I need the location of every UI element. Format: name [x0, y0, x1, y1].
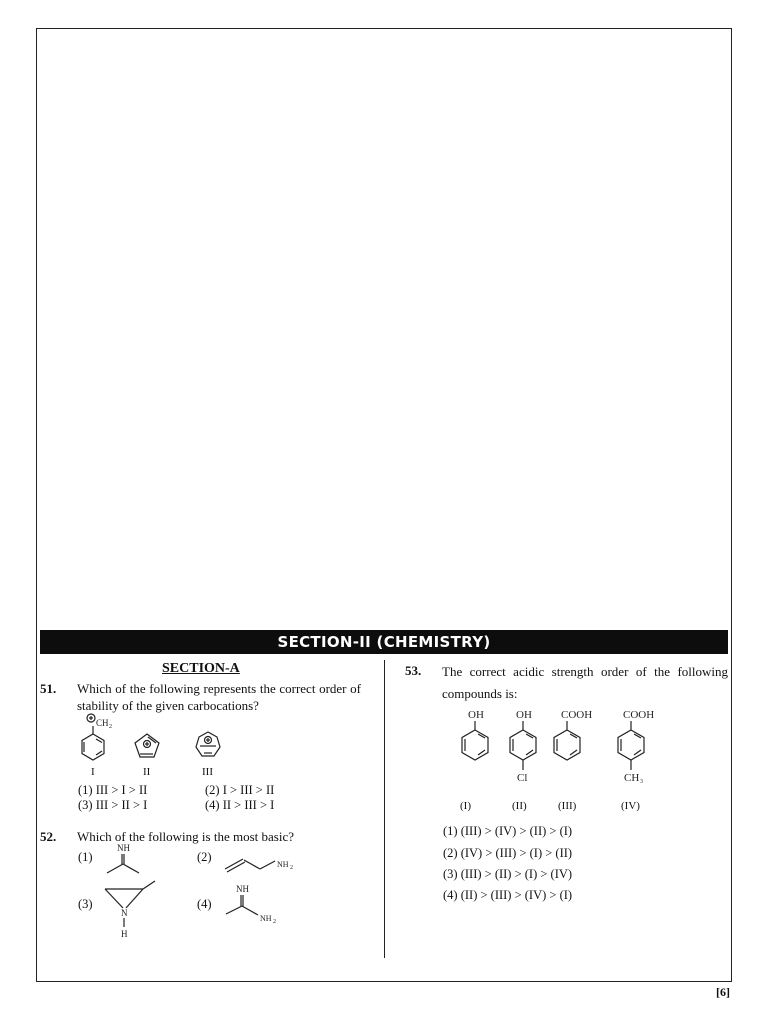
imine-structure: [107, 843, 139, 873]
q53-structures: [445, 704, 685, 794]
q51-option-4[interactable]: (4) II > III > I: [205, 798, 275, 812]
svg-text:2: 2: [273, 919, 276, 925]
q51-text: Which of the following represents the correct order of stability of the given carbocations?: [77, 681, 361, 713]
aziridine-structure: [105, 881, 155, 939]
svg-text:OH: OH: [516, 709, 532, 721]
q53-label-i: (I): [460, 800, 471, 812]
q51-option-3[interactable]: (3) III > II > I: [78, 798, 148, 812]
svg-text:H: H: [121, 929, 128, 939]
ch2-label: CH: [96, 718, 109, 728]
q51-option-2[interactable]: (2) I > III > II: [205, 783, 275, 797]
svg-text:Cl: Cl: [517, 772, 528, 784]
q51-structures: [60, 712, 260, 782]
q52-option-1[interactable]: (1): [78, 850, 93, 864]
q53-label-ii: (II): [512, 800, 527, 812]
allylamine-structure: [225, 859, 293, 872]
q51-label-ii: II: [143, 766, 151, 778]
tropylium-structure: [196, 732, 220, 756]
q53-option-3[interactable]: (3) (III) > (II) > (I) > (IV): [443, 867, 573, 881]
svg-text:COOH: COOH: [623, 709, 655, 721]
q53-label-iv: (IV): [621, 800, 640, 812]
q52-option-4[interactable]: (4): [197, 897, 212, 911]
q52-option-2[interactable]: (2): [197, 850, 212, 864]
q51-label-iii: III: [202, 766, 213, 778]
svg-text:NH: NH: [260, 914, 272, 923]
q52-number: 52.: [40, 829, 57, 844]
q51-option-1[interactable]: (1) III > I > II: [78, 783, 148, 797]
svg-text:COOH: COOH: [561, 709, 593, 721]
q51-label-i: I: [91, 766, 95, 778]
q53-option-1[interactable]: (1) (III) > (IV) > (II) > (I): [443, 824, 573, 838]
q52-option-3[interactable]: (3): [78, 897, 93, 911]
section-a-heading: SECTION-A: [162, 661, 240, 676]
ch2-subscript: 2: [109, 724, 112, 730]
svg-text:NH: NH: [117, 843, 130, 853]
svg-text:N: N: [121, 908, 128, 918]
phenol-structure: [462, 709, 488, 760]
toluic-acid-structure: [618, 709, 654, 785]
q52-structures: [95, 840, 295, 940]
page-number: [6]: [716, 985, 730, 999]
q53-number: 53.: [405, 663, 422, 678]
q53-option-4[interactable]: (4) (II) > (III) > (IV) > (I): [443, 888, 573, 902]
q52-text: Which of the following is the most basic?: [77, 829, 294, 844]
svg-text:3: 3: [640, 779, 643, 785]
q53-label-iii: (III): [558, 800, 577, 812]
q53-option-2[interactable]: (2) (IV) > (III) > (I) > (II): [443, 846, 573, 860]
svg-text:CH: CH: [624, 772, 640, 784]
svg-text:2: 2: [290, 865, 293, 871]
svg-text:OH: OH: [468, 709, 484, 721]
q53-text: The correct acidic strength order of the following compounds is:: [442, 664, 728, 701]
benzyl-cation-structure: [82, 714, 112, 760]
chlorophenol-structure: [510, 709, 536, 784]
cyclopentadienyl-cation-structure: [135, 734, 159, 757]
svg-text:NH: NH: [236, 884, 249, 894]
q51-number: 51.: [40, 681, 57, 696]
amidine-structure: [226, 884, 276, 925]
column-divider: [384, 660, 385, 958]
section-banner: SECTION-II (CHEMISTRY): [40, 630, 728, 654]
benzoic-acid-structure: [554, 709, 592, 760]
svg-text:NH: NH: [277, 860, 289, 869]
